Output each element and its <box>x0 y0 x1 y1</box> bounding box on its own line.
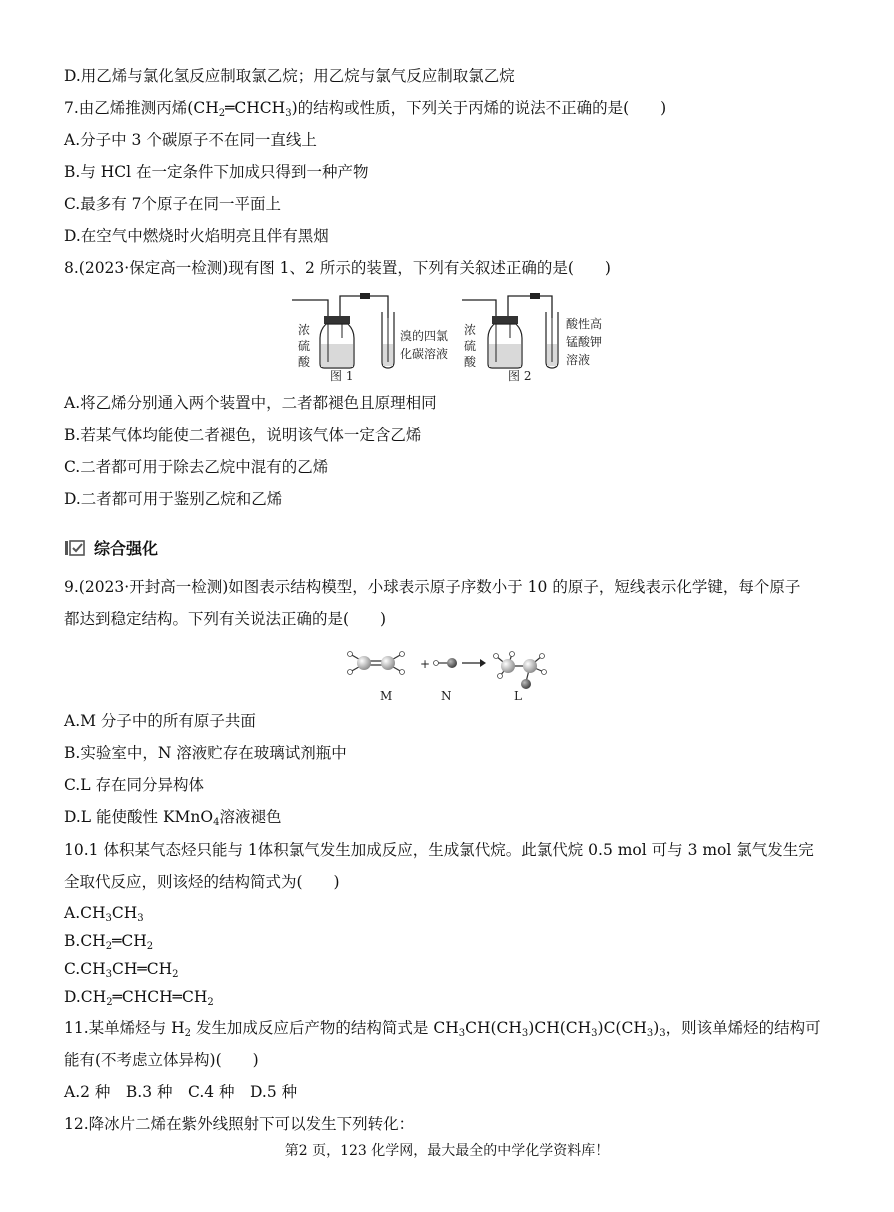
svg-text:锰酸钾: 锰酸钾 <box>566 335 603 349</box>
q9-option-b: B.实验室中，N 溶液贮存在玻璃试剂瓶中 <box>64 744 347 762</box>
q10-option-c: $C.CH_3CH═CH_2$ <box>64 960 179 980</box>
question-11-stem-line-2: 能有(不考虑立体异构)( ) <box>64 1051 259 1069</box>
q10-option-b: $B.CH_2═CH_2$ <box>64 932 154 952</box>
q8-option-a: A.将乙烯分别通入两个装置中，二者都褪色且原理相同 <box>64 394 437 412</box>
q7-option-b: B.与 HCl 在一定条件下加成只得到一种产物 <box>64 163 369 181</box>
svg-text:溴的四氯: 溴的四氯 <box>400 329 449 343</box>
label-l: L <box>514 689 522 703</box>
q8-option-b: B.若某气体均能使二者褪色，说明该气体一定含乙烯 <box>64 426 422 444</box>
section-title: 综合强化 <box>94 539 159 558</box>
question-10-stem-line-2: 全取代反应，则该烃的结构简式为( ) <box>64 873 340 891</box>
figure-caption-1: 图 1 <box>330 369 354 383</box>
label-m: M <box>380 689 393 703</box>
figure-caption-2: 图 2 <box>508 369 532 383</box>
apparatus-1-bottle-label <box>298 323 311 369</box>
molecular-model-figure <box>340 642 560 706</box>
question-12-stem: 12.降冰片二烯在紫外线照射下可以发生下列转化： <box>64 1115 415 1133</box>
question-8-stem: 8.(2023·保定高一检测)现有图 1、2 所示的装置，下列有关叙述正确的是( ) <box>64 259 611 277</box>
question-10-stem-line-1: 10.1 体积某气态烃只能与 1体积氯气发生加成反应，生成氯代烷。此氯代烷 0.5 mol 可与 3 mol 氯气发生完 <box>64 841 814 859</box>
apparatus-1-tube-label <box>400 329 448 361</box>
question-11-stem-line-1: 11.某单烯烃与 $H_2$ 发生加成反应后产物的结构简式是 $CH_3CH(CH_3)CH(CH_3)C(CH_3)_3$，则该单烯烃的结构可 <box>64 1019 821 1039</box>
svg-text:酸: 酸 <box>464 355 477 369</box>
svg-text:酸: 酸 <box>298 355 311 369</box>
page-footer: 第2 页，123 化学网，最大最全的中学化学资料库！ <box>284 1143 610 1159</box>
q9-option-a: A.M 分子中的所有原子共面 <box>64 712 256 730</box>
q7-option-c: C.最多有 7个原子在同一平面上 <box>64 195 282 213</box>
q8-option-c: C.二者都可用于除去乙烷中混有的乙烯 <box>64 458 329 476</box>
svg-text:硫: 硫 <box>464 339 477 353</box>
q9-option-d: D.L 能使酸性 KMnO$_4$溶液褪色 <box>64 808 282 828</box>
reaction-arrow <box>462 659 486 667</box>
molecule-m <box>348 652 405 675</box>
label-n: N <box>441 689 452 703</box>
svg-text:浓: 浓 <box>464 323 477 337</box>
q11-options: A.2 种 B.3 种 C.4 种 D.5 种 <box>64 1083 298 1101</box>
molecule-n <box>434 658 458 668</box>
q8-option-d: D.二者都可用于鉴别乙烷和乙烯 <box>64 490 283 508</box>
q6-option-d: D.用乙烯与氯化氢反应制取氯乙烷；用乙烷与氯气反应制取氯乙烷 <box>64 67 515 85</box>
q7-option-a: A.分子中 3 个碳原子不在同一直线上 <box>64 131 317 149</box>
svg-text:化碳溶液: 化碳溶液 <box>400 347 449 361</box>
apparatus-2 <box>462 293 558 368</box>
apparatus-figure <box>290 288 620 384</box>
q10-option-a: $A.CH_3CH_3$ <box>64 904 144 924</box>
svg-text:硫: 硫 <box>298 339 311 353</box>
q9-option-c: C.L 存在同分异构体 <box>64 776 204 794</box>
plus-sign: + <box>420 657 431 671</box>
section-heading <box>64 536 158 559</box>
svg-text:酸性高: 酸性高 <box>566 317 603 331</box>
question-7-stem: 7.由乙烯推测丙烯$(CH_2═CHCH_3)$的结构或性质，下列关于丙烯的说法不正确的是( ) <box>64 99 667 119</box>
q7-option-d: D.在空气中燃烧时火焰明亮且伴有黑烟 <box>64 227 329 245</box>
apparatus-2-tube-label <box>566 316 602 367</box>
q10-option-d: $D.CH_2═CHCH═CH_2$ <box>64 988 214 1008</box>
molecule-l <box>494 652 547 690</box>
checklist-icon <box>64 539 86 557</box>
apparatus-2-bottle-label <box>464 323 477 369</box>
svg-text:溶液: 溶液 <box>566 353 591 367</box>
svg-text:浓: 浓 <box>298 323 311 337</box>
question-9-stem-line-1: 9.(2023·开封高一检测)如图表示结构模型，小球表示原子序数小于 10 的原子，短线表示化学键，每个原子 <box>64 578 801 596</box>
question-9-stem-line-2: 都达到稳定结构。下列有关说法正确的是( ) <box>64 610 387 628</box>
